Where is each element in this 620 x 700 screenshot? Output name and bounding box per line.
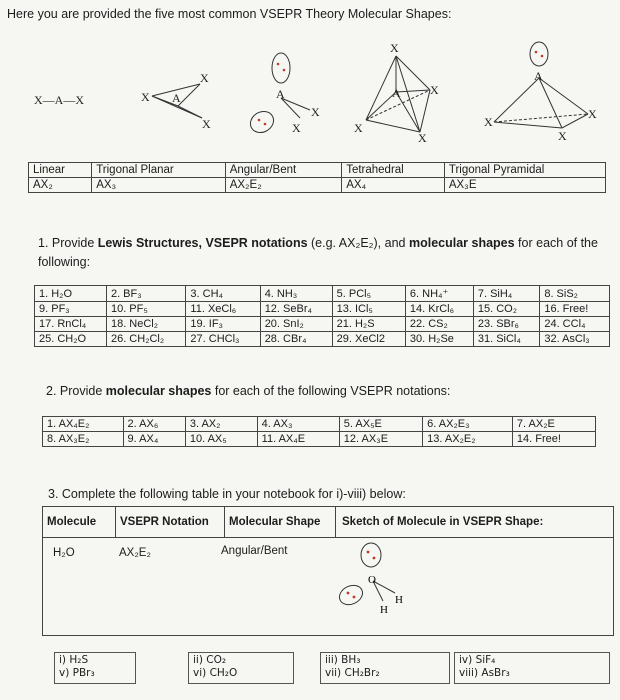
svg-text:A: A: [172, 91, 181, 105]
svg-text:X: X: [430, 83, 439, 97]
shape-name-cell: Trigonal Pyramidal: [444, 163, 605, 178]
shapes-table: [28, 162, 606, 193]
table-cell: 8. AX₃E₂: [43, 432, 124, 447]
table-cell: 29. XeCl2: [332, 332, 405, 347]
question-3-table: [42, 506, 614, 636]
svg-text:X: X: [141, 90, 150, 104]
svg-text:X: X: [390, 41, 399, 55]
table-cell: 5. PCl₅: [332, 286, 405, 302]
header-molecular-shape: Molecular Shape: [225, 507, 336, 537]
vsepr-shapes-diagram: [0, 40, 620, 150]
question-3-text: 3. Complete the following table in your notebook for i)-viii) below:: [48, 487, 406, 501]
svg-text:H: H: [395, 594, 403, 606]
svg-text:X: X: [558, 129, 567, 143]
svg-text:X: X: [588, 107, 597, 121]
example-notation: AX₂E₂: [119, 547, 151, 559]
table-cell: 14. Free!: [512, 432, 595, 447]
item-box: iv) SiF₄ viii) AsBr₃: [454, 652, 610, 684]
svg-text:X: X: [484, 115, 493, 129]
table-cell: 32. AsCl₃: [540, 332, 610, 347]
table-cell: 24. CCl₄: [540, 317, 610, 332]
svg-text:H: H: [380, 604, 388, 616]
table-cell: 26. CH₂Cl₂: [106, 332, 185, 347]
table-cell: 13. AX₂E₂: [423, 432, 513, 447]
table-cell: 30. H₂Se: [405, 332, 473, 347]
question-1-text: 1. Provide Lewis Structures, VSEPR notations (e.g. AX₂E₂), and molecular shapes for each of the following:: [38, 236, 598, 269]
svg-text:X: X: [200, 71, 209, 85]
item-box: ii) CO₂ vi) CH₂O: [188, 652, 294, 684]
table-row: [35, 302, 610, 317]
table-cell: 27. CHCl₃: [186, 332, 260, 347]
svg-text:O: O: [368, 574, 376, 586]
shape-formula-cell: AX₃E: [444, 178, 605, 193]
svg-text:A: A: [392, 86, 401, 100]
question-1-table: [34, 285, 610, 347]
shape-name-cell: Angular/Bent: [225, 163, 341, 178]
table-cell: 21. H₂S: [332, 317, 405, 332]
intro-text: Here you are provided the five most common VSEPR Theory Molecular Shapes:: [7, 7, 452, 21]
bottom-items: [54, 652, 610, 682]
table-cell: 2. AX₆: [123, 417, 185, 432]
table-cell: 6. NH₄⁺: [405, 286, 473, 302]
svg-text:X: X: [292, 121, 301, 135]
svg-text:X: X: [311, 105, 320, 119]
table-cell: 18. NeCl₂: [106, 317, 185, 332]
header-molecule: Molecule: [43, 507, 116, 537]
table-cell: 9. PF₃: [35, 302, 107, 317]
table-cell: 2. BF₃: [106, 286, 185, 302]
trigonal-pyramidal-sketch: [494, 42, 588, 128]
shape-formula-cell: AX₂: [29, 178, 92, 193]
table-cell: 20. SnI₂: [260, 317, 332, 332]
shape-name-cell: Trigonal Planar: [92, 163, 226, 178]
table-row: [43, 417, 596, 432]
shape-name-cell: Tetrahedral: [342, 163, 445, 178]
table-cell: 7. SiH₄: [473, 286, 539, 302]
table-cell: 14. KrCl₆: [405, 302, 473, 317]
table-cell: 19. IF₃: [186, 317, 260, 332]
table-cell: 22. CS₂: [405, 317, 473, 332]
shape-formula-cell: AX₂E₂: [225, 178, 341, 193]
table-cell: 10. PF₅: [106, 302, 185, 317]
table-cell: 3. AX₂: [185, 417, 257, 432]
header-sketch: Sketch of Molecule in VSEPR Shape:: [342, 516, 544, 528]
table-row: [43, 432, 596, 447]
table-row: [35, 286, 610, 302]
table-cell: 10. AX₅: [185, 432, 257, 447]
header-vsepr-notation: VSEPR Notation: [116, 507, 225, 537]
svg-text:X: X: [418, 131, 427, 145]
water-sketch: [333, 539, 423, 631]
table-cell: 4. NH₃: [260, 286, 332, 302]
linear-label: X—A—X: [34, 93, 84, 107]
table-cell: 11. XeCl₆: [186, 302, 260, 317]
shape-name-cell: Linear: [29, 163, 92, 178]
svg-text:A: A: [276, 87, 285, 101]
table-cell: 1. H₂O: [35, 286, 107, 302]
table-cell: 12. AX₃E: [339, 432, 422, 447]
question-2-table: [42, 416, 596, 447]
table-row: [35, 317, 610, 332]
table-cell: 4. AX₃: [257, 417, 339, 432]
table-cell: 17. RnCl₄: [35, 317, 107, 332]
table-cell: 5. AX₅E: [339, 417, 422, 432]
shape-formula-cell: AX₄: [342, 178, 445, 193]
svg-text:A: A: [534, 69, 543, 83]
shape-formula-cell: AX₃: [92, 178, 226, 193]
table-cell: 8. SiS₂: [540, 286, 610, 302]
example-shape: Angular/Bent: [221, 545, 288, 557]
table-cell: 15. CO₂: [473, 302, 539, 317]
table-cell: 16. Free!: [540, 302, 610, 317]
table-cell: 12. SeBr₄: [260, 302, 332, 317]
table-cell: 28. CBr₄: [260, 332, 332, 347]
item-box: i) H₂S v) PBr₃: [54, 652, 136, 684]
table-cell: 7. AX₂E: [512, 417, 595, 432]
table-cell: 31. SiCl₄: [473, 332, 539, 347]
item-box: iii) BH₃ vii) CH₂Br₂: [320, 652, 450, 684]
table-cell: 6. AX₂E₃: [423, 417, 513, 432]
question-2-text: 2. Provide molecular shapes for each of the following VSEPR notations:: [46, 384, 451, 398]
table-cell: 1. AX₄E₂: [43, 417, 124, 432]
table-cell: 11. AX₄E: [257, 432, 339, 447]
example-molecule: H₂O: [53, 547, 75, 559]
svg-text:X: X: [202, 117, 211, 131]
table-cell: 3. CH₄: [186, 286, 260, 302]
table-row: [35, 332, 610, 347]
svg-text:X: X: [354, 121, 363, 135]
table-cell: 25. CH₂O: [35, 332, 107, 347]
table-cell: 23. SBr₆: [473, 317, 539, 332]
table-cell: 9. AX₄: [123, 432, 185, 447]
table-cell: 13. ICl₅: [332, 302, 405, 317]
